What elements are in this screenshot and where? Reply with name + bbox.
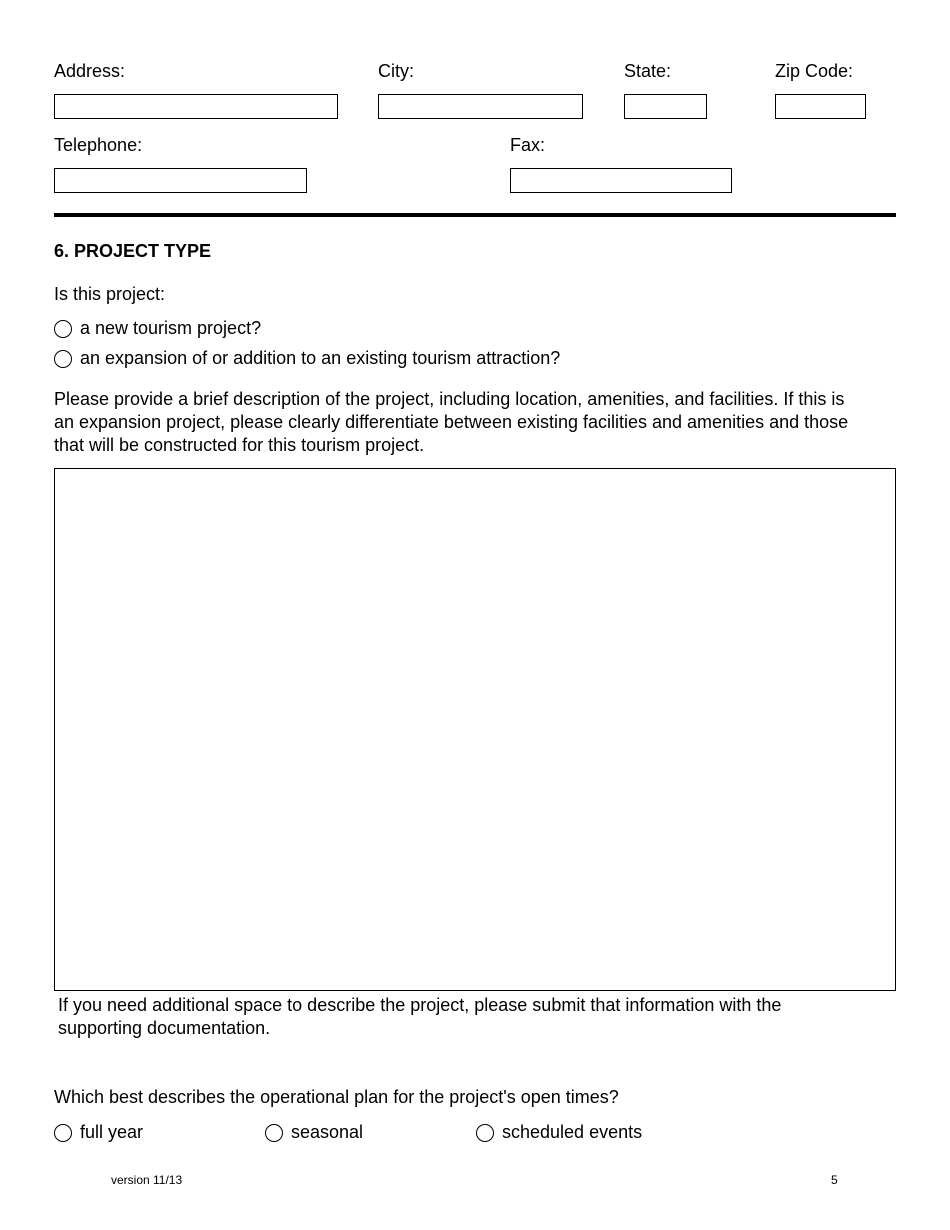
additional-space-note: If you need additional space to describe the project, please submit that information with the supporting documentation. <box>58 995 782 1038</box>
radio-button[interactable] <box>476 1124 494 1142</box>
city-field[interactable] <box>378 94 583 119</box>
fax-label: Fax: <box>510 135 546 155</box>
version-label: version 11/13 <box>111 1173 183 1187</box>
option-full-year[interactable] <box>54 1122 143 1143</box>
telephone-field[interactable] <box>54 168 307 193</box>
address-label: Address: <box>54 61 126 81</box>
radio-button[interactable] <box>54 350 72 368</box>
fax-field[interactable] <box>510 168 732 193</box>
operational-question: Which best describes the operational plan for the project's open times? <box>54 1087 619 1107</box>
radio-button[interactable] <box>54 320 72 338</box>
option-label: a new tourism project? <box>80 318 262 338</box>
option-label: scheduled events <box>502 1122 643 1142</box>
option-expansion[interactable] <box>54 348 560 369</box>
option-label: full year <box>80 1122 144 1142</box>
state-label: State: <box>624 61 672 81</box>
option-label: seasonal <box>291 1122 364 1142</box>
option-label: an expansion of or addition to an existing tourism attraction? <box>80 348 561 368</box>
zip-label: Zip Code: <box>775 61 854 81</box>
project-description-textarea[interactable] <box>54 468 896 991</box>
option-seasonal[interactable] <box>265 1122 363 1143</box>
state-field[interactable] <box>624 94 707 119</box>
section-divider <box>54 213 896 217</box>
option-new-project[interactable] <box>54 318 261 339</box>
zip-field[interactable] <box>775 94 866 119</box>
project-question: Is this project: <box>54 284 166 304</box>
page-number: 5 <box>831 1173 838 1187</box>
description-prompt: Please provide a brief description of the project, including location, amenities, and facilities. If this is an expansion project, please clearly differentiate between existing facilities and amenities and those that will be constructed for this tourism project. <box>54 389 849 455</box>
section-heading: 6. PROJECT TYPE <box>54 241 212 261</box>
option-scheduled-events[interactable] <box>476 1122 642 1143</box>
radio-button[interactable] <box>265 1124 283 1142</box>
telephone-label: Telephone: <box>54 135 143 155</box>
address-field[interactable] <box>54 94 338 119</box>
radio-button[interactable] <box>54 1124 72 1142</box>
city-label: City: <box>378 61 414 81</box>
